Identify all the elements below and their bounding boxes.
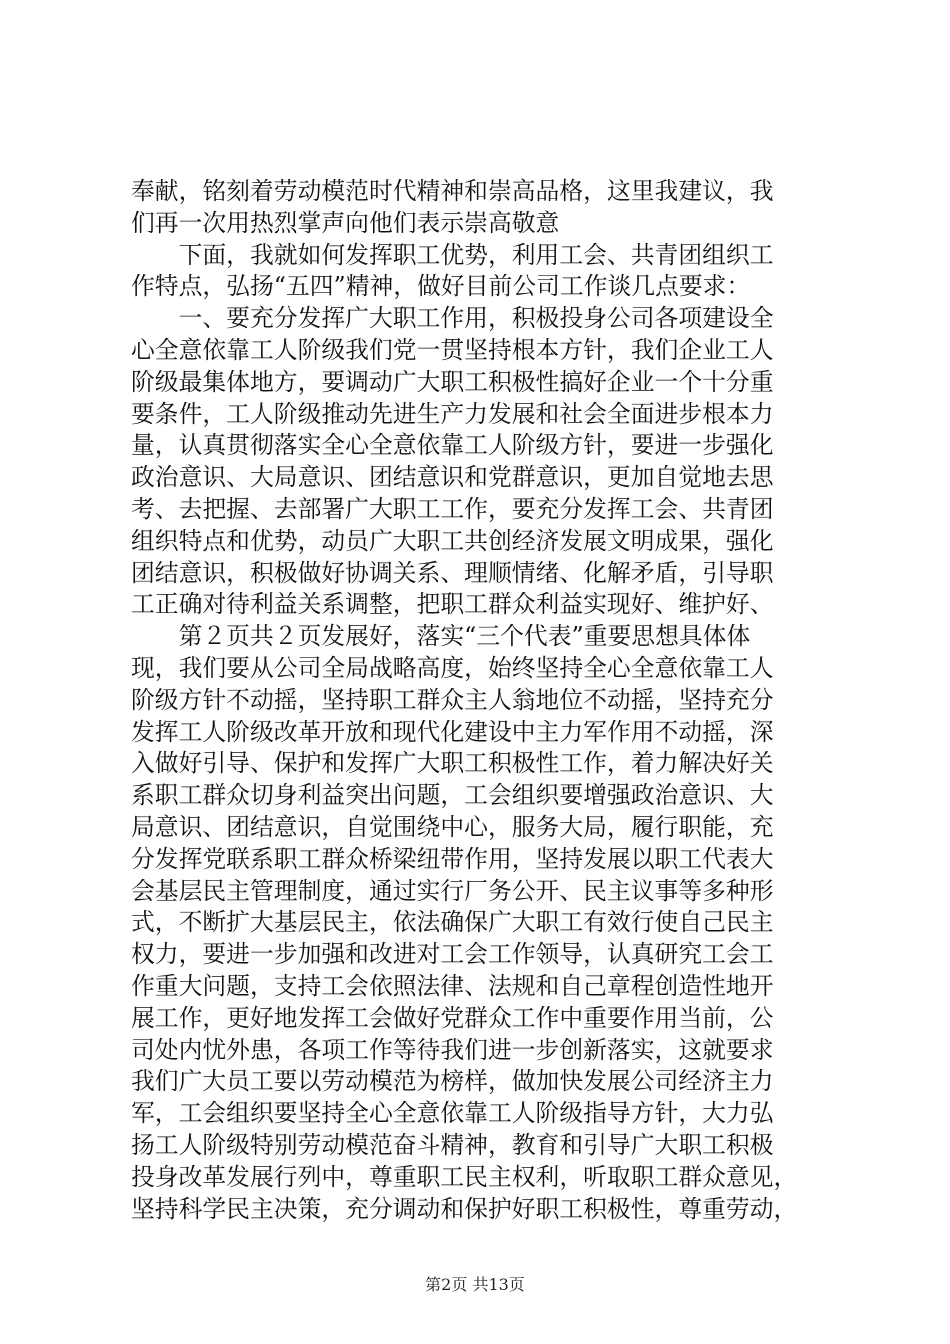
- text-line: 扬工人阶级特别劳动模范奋斗精神，教育和引导广大职工积极: [131, 1130, 774, 1159]
- text-line: 入做好引导、保护和发挥广大职工积极性工作，着力解决好关: [131, 749, 774, 778]
- text-line: 量，认真贯彻落实全心全意依靠工人阶级方针，要进一步强化: [131, 431, 774, 460]
- text-line: 下面，我就如何发挥职工优势，利用工会、共青团组织工: [131, 240, 774, 269]
- text-line: 作重大问题，支持工会依照法律、法规和自己章程创造性地开: [131, 971, 774, 1000]
- text-line: 会基层民主管理制度，通过实行厂务公开、民主议事等多种形: [131, 876, 774, 905]
- text-line: 司处内忧外患，各项工作等待我们进一步创新落实，这就要求: [131, 1035, 774, 1064]
- text-line: 心全意依靠工人阶级我们党一贯坚持根本方针，我们企业工人: [131, 335, 774, 364]
- text-line: 现，我们要从公司全局战略高度，始终坚持全心全意依靠工人: [131, 653, 774, 682]
- body-text: [131, 176, 839, 1225]
- page-number-label: 第2页 共13页: [425, 1275, 525, 1294]
- page-footer: [0, 1275, 950, 1295]
- text-line: 权力，要进一步加强和改进对工会工作领导，认真研究工会工: [131, 940, 774, 969]
- text-line: 坚持科学民主决策，充分调动和保护好职工积极性，尊重劳动，: [131, 1194, 798, 1223]
- text-line: 展工作，更好地发挥工会做好党群众工作中重要作用当前，公: [131, 1003, 774, 1032]
- text-line: 奉献，铭刻着劳动模范时代精神和崇高品格，这里我建议，我: [131, 177, 774, 205]
- text-line: 考、去把握、去部署广大职工工作，要充分发挥工会、共青团: [131, 494, 774, 523]
- text-line: 工正确对待利益关系调整，把职工群众利益实现好、维护好、: [131, 590, 774, 619]
- text-line: 组织特点和优势，动员广大职工共创经济发展文明成果，强化: [131, 526, 774, 555]
- text-line: 分发挥党联系职工群众桥梁纽带作用，坚持发展以职工代表大: [131, 844, 774, 873]
- text-line: 要条件，工人阶级推动先进生产力发展和社会全面进步根本力: [131, 399, 774, 428]
- text-line: 第２页共２页发展好，落实“三个代表”重要思想具体体: [131, 622, 751, 651]
- text-line: 阶级最集体地方，要调动广大职工积极性搞好企业一个十分重: [131, 367, 774, 396]
- text-line: 发挥工人阶级改革开放和现代化建设中主力军作用不动摇，深: [131, 717, 774, 746]
- text-line: 系职工群众切身利益突出问题，工会组织要增强政治意识、大: [131, 781, 774, 810]
- text-line: 阶级方针不动摇，坚持职工群众主人翁地位不动摇，坚持充分: [131, 685, 774, 714]
- text-line: 一、要充分发挥广大职工作用，积极投身公司各项建设全: [131, 304, 774, 333]
- text-line: 局意识、团结意识，自觉围绕中心，服务大局，履行职能，充: [131, 812, 774, 841]
- text-line: 们再一次用热烈掌声向他们表示崇高敬意: [131, 208, 560, 237]
- text-line: 团结意识，积极做好协调关系、理顺情绪、化解矛盾，引导职: [131, 558, 774, 587]
- text-line: 我们广大员工要以劳动模范为榜样，做加快发展公司经济主力: [131, 1067, 774, 1096]
- text-line: 作特点，弘扬“五四”精神，做好目前公司工作谈几点要求：: [131, 272, 751, 301]
- text-line: 军，工会组织要坚持全心全意依靠工人阶级指导方针，大力弘: [131, 1099, 774, 1128]
- text-line: 投身改革发展行列中，尊重职工民主权利，听取职工群众意见，: [131, 1162, 798, 1191]
- text-line: 政治意识、大局意识、团结意识和党群意识，更加自觉地去思: [131, 463, 774, 492]
- text-line: 式，不断扩大基层民主，依法确保广大职工有效行使自己民主: [131, 908, 774, 937]
